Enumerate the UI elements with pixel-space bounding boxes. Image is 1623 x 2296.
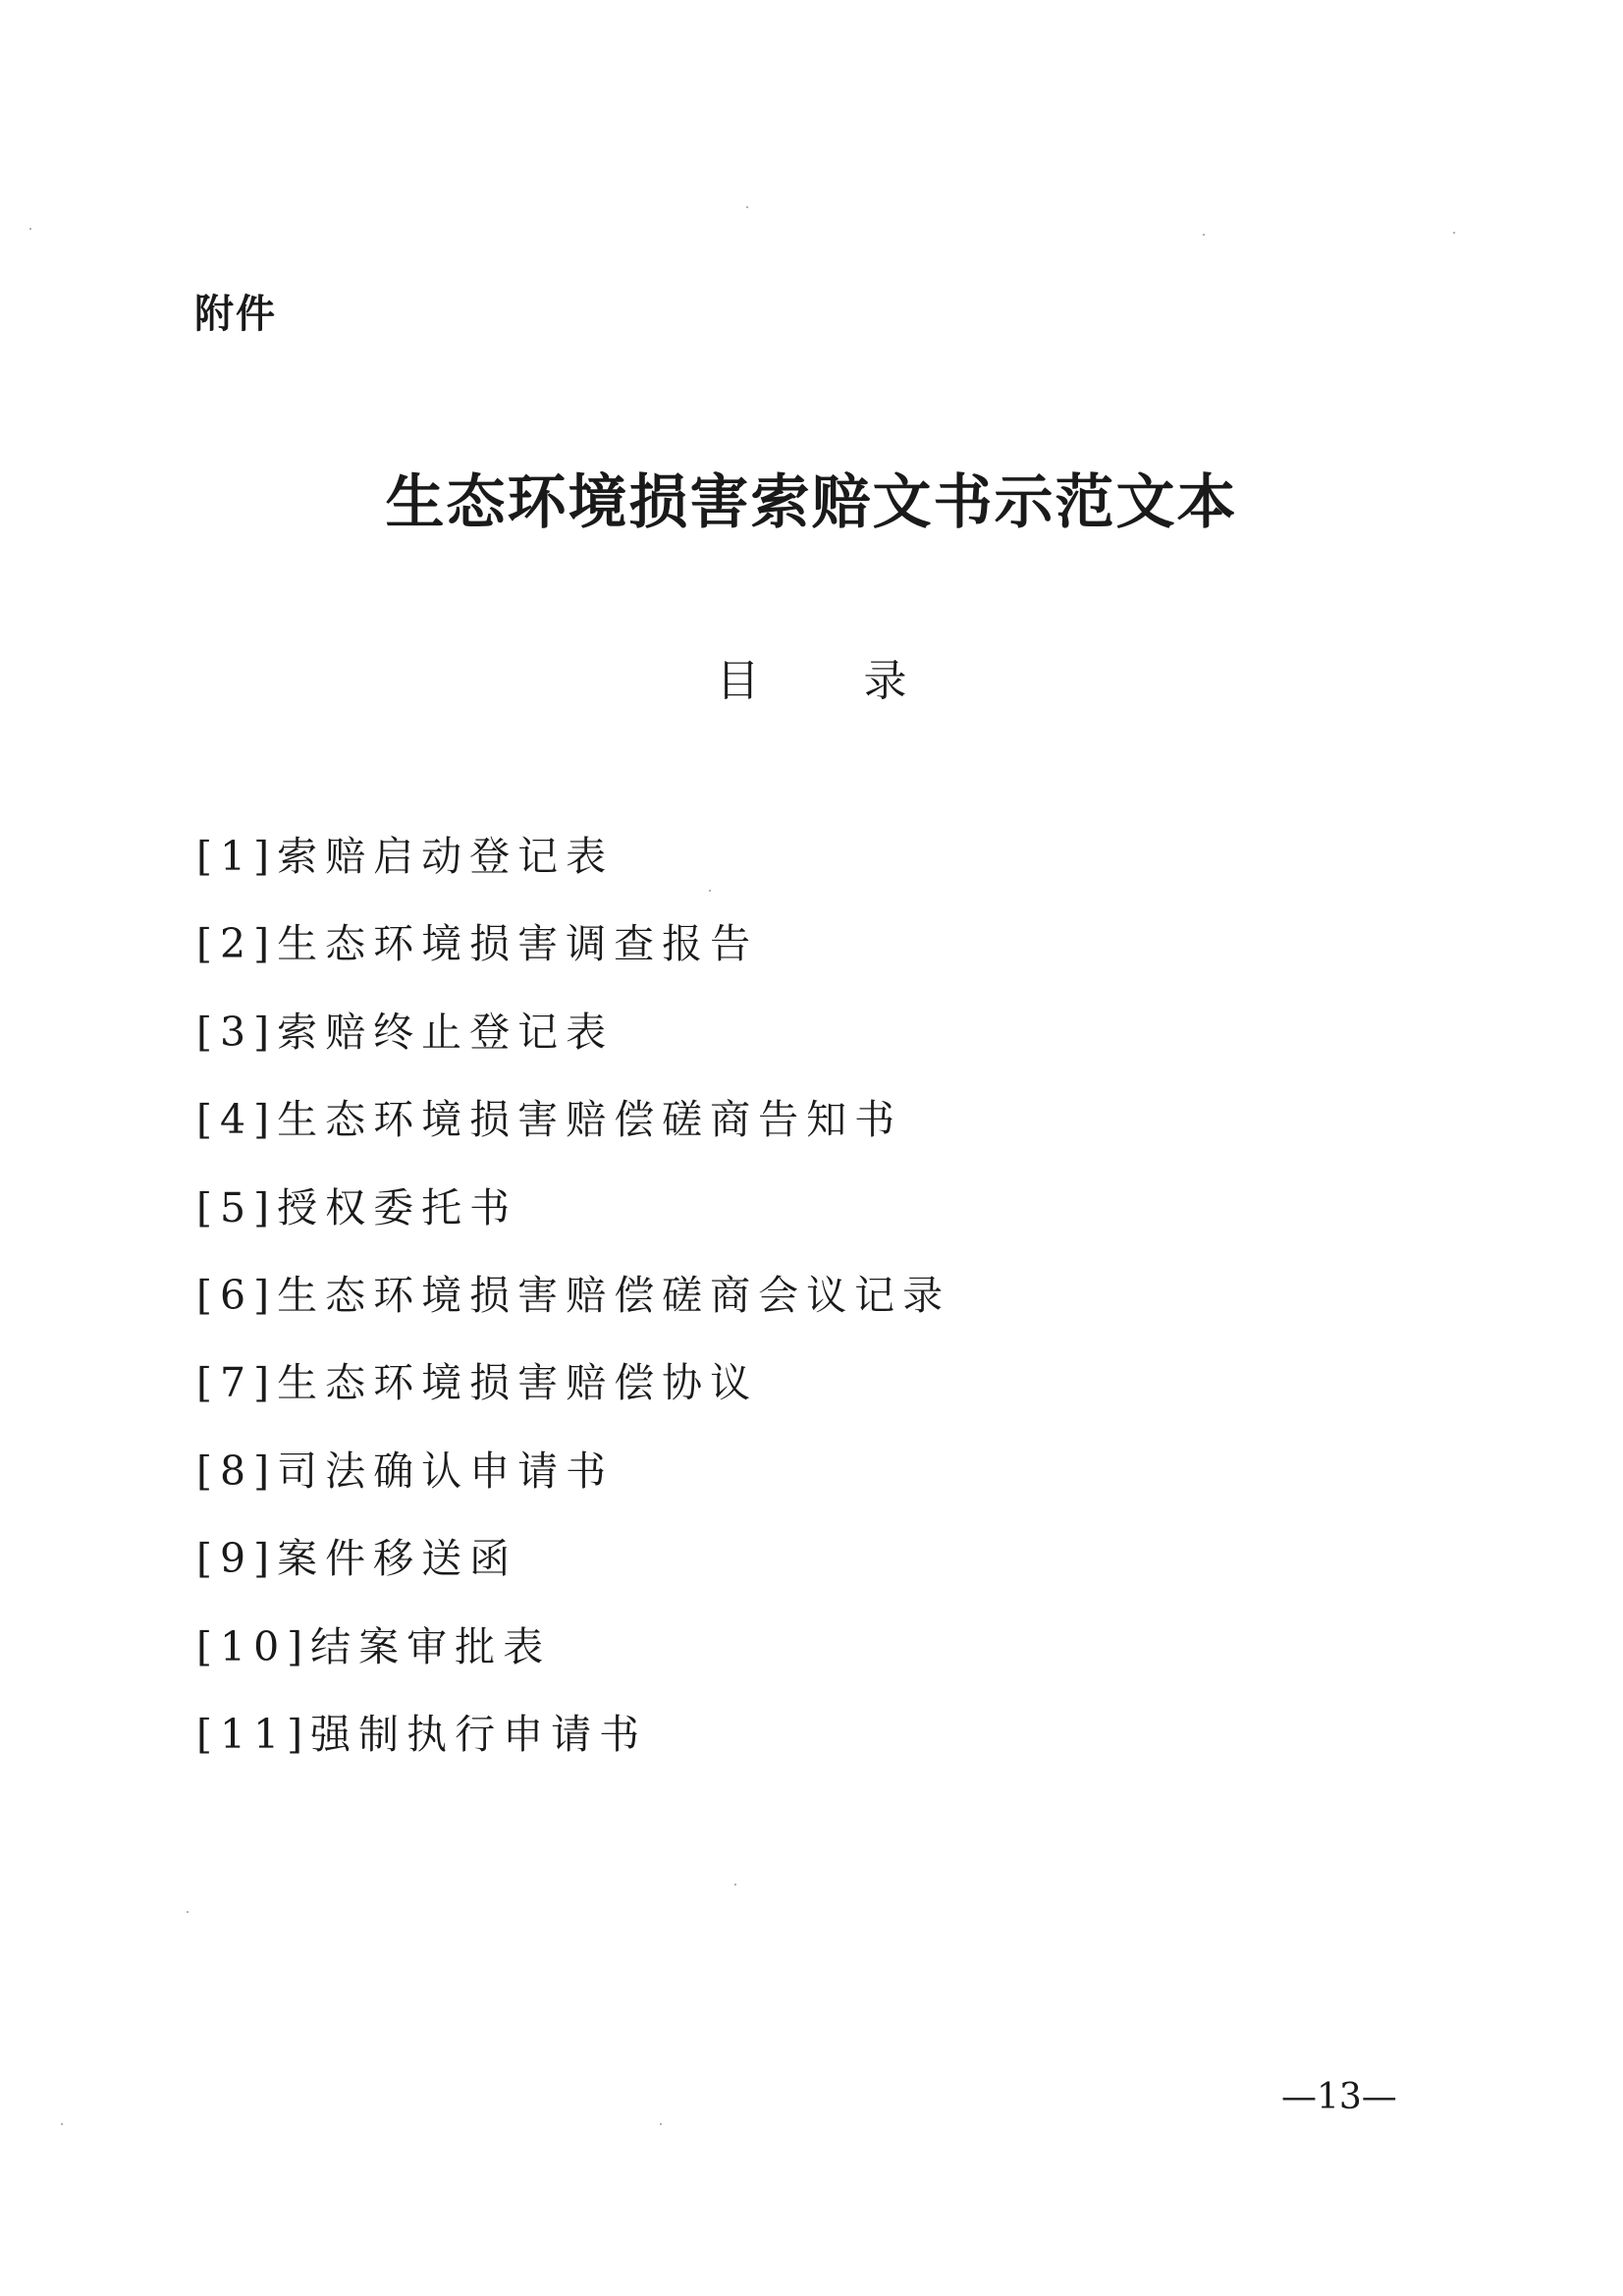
toc-item-9: [9]案件移送函 bbox=[196, 1535, 518, 1583]
toc-item-7: [7]生态环境损害赔偿协议 bbox=[196, 1359, 759, 1407]
toc-item-6: [6]生态环境损害赔偿磋商会议记录 bbox=[196, 1271, 951, 1319]
scan-speck bbox=[187, 1911, 189, 1913]
scan-speck bbox=[29, 228, 31, 230]
toc-heading: 目 录 bbox=[716, 656, 952, 706]
scan-speck bbox=[734, 1884, 736, 1886]
document-title: 生态环境损害索赔文书示范文本 bbox=[385, 468, 1238, 537]
scan-speck bbox=[709, 890, 711, 892]
toc-item-11: [11]强制执行申请书 bbox=[196, 1710, 648, 1758]
toc-item-4: [4]生态环境损害赔偿磋商告知书 bbox=[196, 1096, 903, 1144]
scan-speck bbox=[746, 206, 748, 208]
table-of-contents bbox=[196, 833, 950, 1798]
attachment-label: 附件 bbox=[194, 292, 277, 337]
page-number: —13— bbox=[1281, 2077, 1397, 2117]
toc-item-3: [3]索赔终止登记表 bbox=[196, 1008, 615, 1056]
scan-speck bbox=[1453, 232, 1455, 234]
toc-item-8: [8]司法确认申请书 bbox=[196, 1447, 615, 1495]
scan-speck bbox=[660, 2123, 662, 2125]
scan-speck bbox=[1203, 234, 1205, 236]
toc-item-2: [2]生态环境损害调查报告 bbox=[196, 920, 759, 968]
scan-speck bbox=[61, 2123, 63, 2125]
toc-item-5: [5]授权委托书 bbox=[196, 1183, 518, 1231]
toc-item-10: [10]结案审批表 bbox=[196, 1622, 552, 1670]
toc-item-1: [1]索赔启动登记表 bbox=[196, 833, 615, 880]
